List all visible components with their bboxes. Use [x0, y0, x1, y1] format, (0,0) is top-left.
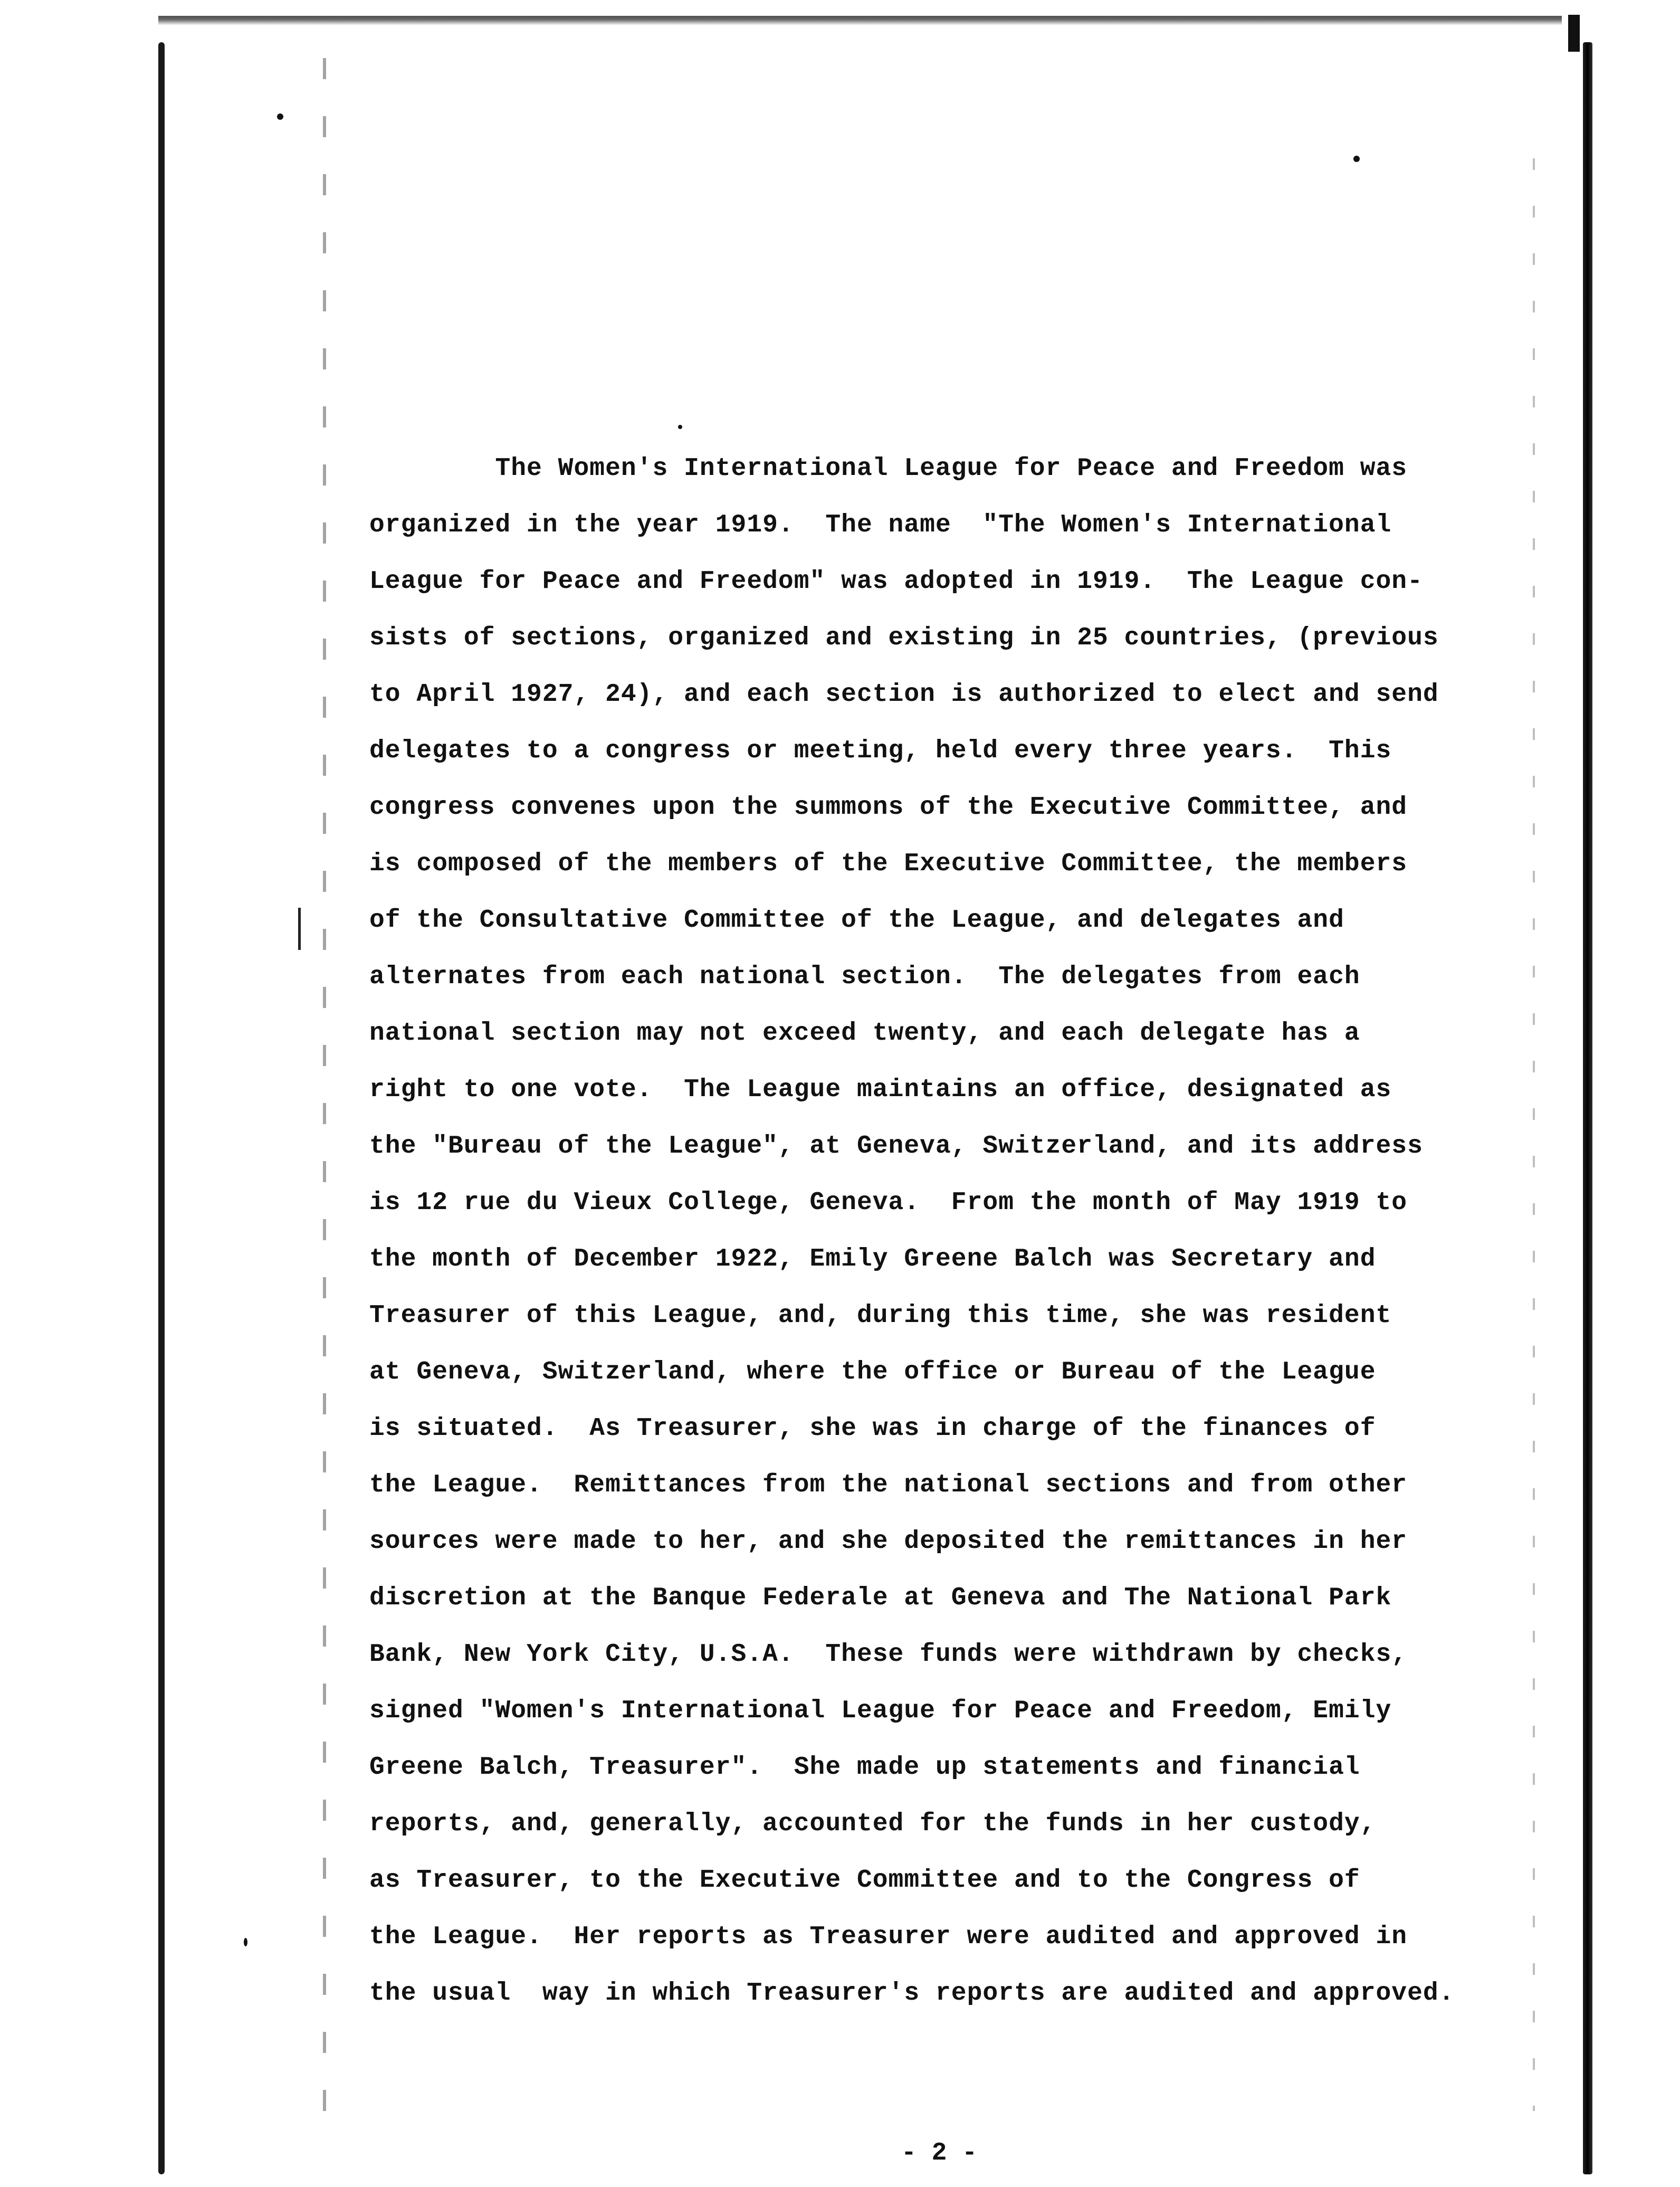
text-line: Treasurer of this League, and, during this time, she was resident — [369, 1301, 1392, 1330]
text-line: congress convenes upon the summons of the Executive Committee, and — [369, 793, 1408, 822]
text-line: is 12 rue du Vieux College, Geneva. From the month of May 1919 to — [369, 1188, 1408, 1217]
scan-left-edge — [158, 42, 165, 2174]
text-line: the "Bureau of the League", at Geneva, Switzerland, and its address — [369, 1132, 1423, 1161]
scan-margin-mark — [298, 908, 301, 950]
page-number: - 2 - — [901, 2139, 978, 2167]
text-line: Greene Balch, Treasurer". She made up statements and financial — [369, 1753, 1360, 1782]
scan-speck — [244, 1938, 247, 1946]
text-line: the League. Remittances from the national sections and from other — [369, 1471, 1408, 1499]
text-line: to April 1927, 24), and each section is authorized to elect and send — [369, 680, 1439, 709]
text-line: Bank, New York City, U.S.A. These funds were withdrawn by checks, — [369, 1640, 1408, 1669]
text-line: discretion at the Banque Federale at Geneva and The National Park — [369, 1584, 1392, 1612]
text-line: is situated. As Treasurer, she was in charge of the finances of — [369, 1414, 1376, 1443]
scan-top-edge — [158, 16, 1562, 25]
scan-left-fold-line — [323, 58, 326, 2148]
text-line: delegates to a congress or meeting, held every three years. This — [369, 737, 1392, 765]
text-line: sources were made to her, and she deposited the remittances in her — [369, 1527, 1408, 1556]
text-line: national section may not exceed twenty, and each delegate has a — [369, 1019, 1360, 1048]
document-body — [369, 441, 1551, 2022]
text-line: reports, and, generally, accounted for the funds in her custody, — [369, 1810, 1376, 1838]
scan-right-edge — [1583, 42, 1592, 2174]
text-line: sists of sections, organized and existing in 25 countries, (previous — [369, 624, 1439, 652]
scan-speck — [1353, 156, 1360, 162]
text-line: is composed of the members of the Executive Committee, the members — [369, 850, 1408, 878]
text-line: of the Consultative Committee of the League, and delegates and — [369, 906, 1344, 935]
scan-speck — [678, 425, 682, 429]
text-line: The Women's International League for Peace and Freedom was — [369, 454, 1408, 483]
text-line: the month of December 1922, Emily Greene Balch was Secretary and — [369, 1245, 1376, 1273]
scan-speck — [277, 113, 283, 120]
text-line: at Geneva, Switzerland, where the office or Bureau of the League — [369, 1358, 1376, 1386]
text-line: as Treasurer, to the Executive Committee and to the Congress of — [369, 1866, 1360, 1895]
text-line: the usual way in which Treasurer's reports are audited and approved. — [369, 1979, 1455, 2008]
text-line: alternates from each national section. The delegates from each — [369, 963, 1360, 991]
text-line: the League. Her reports as Treasurer were audited and approved in — [369, 1923, 1408, 1951]
scan-top-corner — [1568, 15, 1580, 52]
text-line: organized in the year 1919. The name "The Women's International — [369, 511, 1392, 539]
text-line: right to one vote. The League maintains an office, designated as — [369, 1076, 1392, 1104]
text-line: League for Peace and Freedom" was adopted in 1919. The League con- — [369, 567, 1423, 596]
text-line: signed "Women's International League for Peace and Freedom, Emily — [369, 1697, 1392, 1725]
